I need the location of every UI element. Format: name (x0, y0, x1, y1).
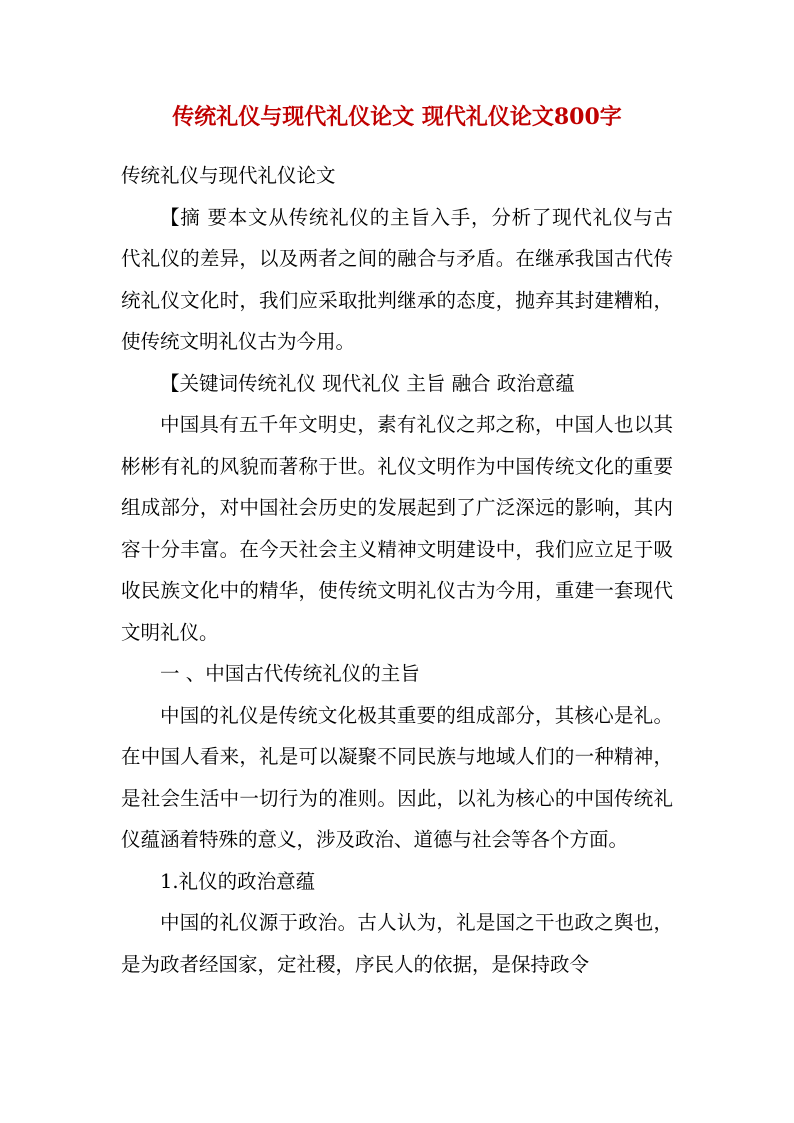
section-heading-1: 一 、中国古代传统礼仪的主旨 (160, 662, 420, 685)
article-heading: 传统礼仪与现代礼仪论文 (121, 164, 336, 187)
subsection-1-1-paragraph: 中国的礼仪源于政治。古人认为，礼是国之干也政之舆也，是为政者经国家，定社稷，序民人的依据，是保持政令 (121, 911, 673, 976)
keywords-paragraph: 【关键词传统礼仪 现代礼仪 主旨 融合 政治意蕴 (160, 371, 575, 395)
document-body (121, 155, 673, 985)
intro-paragraph: 中国具有五千年文明史，素有礼仪之邦之称，中国人也以其彬彬有礼的风貌而著称于世。礼仪文明作为中国传统文化的重要组成部分，对中国社会历史的发展起到了广泛深远的影响，其内容十分丰富。在今天社会主义精神文明建设中，我们应立足于吸收民族文化中的精华，使传统文明礼仪古为今用，重建一套现代文明礼仪。 (121, 413, 673, 644)
subsection-heading-1-1: 1.礼仪的政治意蕴 (160, 869, 316, 893)
document-title: 传统礼仪与现代礼仪论文 现代礼仪论文800字 (172, 104, 622, 130)
section-1-paragraph: 中国的礼仪是传统文化极其重要的组成部分，其核心是礼。在中国人看来，礼是可以凝聚不同民族与地域人们的一种精神，是社会生活中一切行为的准则。因此，以礼为核心的中国传统礼仪蕴涵着特殊的意义，涉及政治、道德与社会等各个方面。 (121, 703, 673, 851)
abstract-paragraph: 【摘 要本文从传统礼仪的主旨入手，分析了现代礼仪与古代礼仪的差异，以及两者之间的融合与矛盾。在继承我国古代传统礼仪文化时，我们应采取批判继承的态度，抛弃其封建糟粕，使传统文明礼仪古为今用。 (121, 205, 673, 353)
